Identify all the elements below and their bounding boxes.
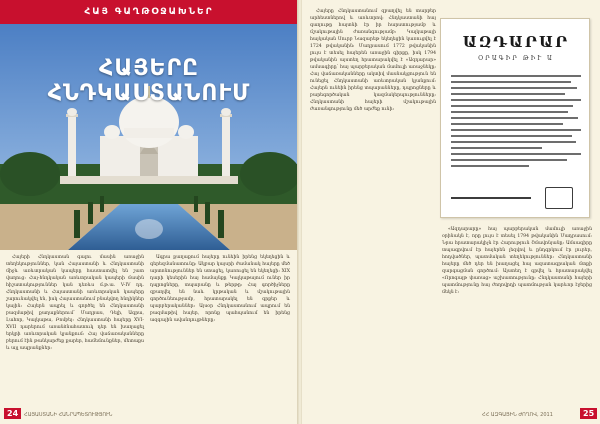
- manuscript-title: ԱԶԴԱՐԱՐ: [462, 33, 570, 51]
- left-col2-text: Ագրա քաղաքում հայերը ունեին իրենց եկեղեցին և գերեզմանատունը։ Ակբար կայսրի ժամանակ հայերը մեծ արտոնություններ են ստացել, կառուցել են եկեղեցի։ XIX դարի կեսերին հայ համայնքը Կալկաթայում ուներ իր դպրոցները, տպարանը և թերթը։ Հայ գործիչները զբաղվել են նաև կրթական և մշակութային գործունեությամբ, հրատարակել են գրքեր և պարբերականներ։ Այսօր Հնդկաստանում ապրում են բազմաթիվ հայեր, որոնք պահպանում են իրենց ազգային ավանդույթները։: [150, 255, 290, 323]
- left-column-1: [6, 254, 144, 414]
- right-col2-text: «Ազդարարը» հայ պարբերական մամուլի առաջին օրինակն է, որը լույս է տեսել 1794 թվականին Մադրասում։ Նրա հրատարակիչն էր Հարություն Շմավոնյանը։ Ամսագիրը տպագրվում էր հայերեն լեզվով և ընդգրկում էր լուրեր, հոդվածներ, պատմական տեղեկություններ։ Հնդկաստանի հայերը մեծ դեր են խաղացել հայ ազատագրական մտքի զարգացման գործում։ Այստեղ է գրվել և հրատարակվել «Որոգայթ փառաց» աշխատությունը։ Հնդկաստանի հայերի պատմությունը հայ ժողովրդի պատմության կարևոր էջերից մեկն է։: [442, 227, 592, 295]
- manuscript-stamp: [545, 187, 573, 209]
- right-column-1: [310, 8, 436, 408]
- page-number-left: 24: [4, 408, 21, 419]
- taj-mahal-photo: [0, 24, 298, 250]
- right-col1-text: Հայերը Հնդկաստանում զբաղվել են տարբեր արհեստներով և առևտրով։ Հնդկաստանի հայ գաղութը հայտնի էր իր հարստությամբ և մշակութային ժառանգությամբ։ Կալկաթայի հայկական Սուրբ Նազարեթ եկեղեցին կառուցվել է 1724 թվականին։ Մադրասում 1772 թվականին լույս է տեսել հայերեն առաջին գիրքը, իսկ 1794 թվականին այստեղ հրատարակվել է «Ազդարար» ամսագիրը՝ հայ պարբերական մամուլի առաջնեկը։ Հայ վաճառականները ակտիվ մասնակցություն են ունեցել Հնդկաստանի առևտրական կյանքում։ Հայերն ունեին իրենց տպարանները, դպրոցները և բարեգործական կազմակերպությունները։ Հնդկաստանի հայերի մշակութային ժառանգությունը մեծ արժեք ունի։: [310, 9, 436, 112]
- left-footer: ՀԱՅԱՍՏԱՆԻ ՀԱՆՐԱՊԵՏՈՒԹՅՈՒՆ: [24, 412, 113, 418]
- right-column-2: [442, 226, 592, 406]
- right-footer: ՀՀ ԱԶԳԱՅԻՆ ԺՈՂՈՎ, 2011: [482, 412, 553, 418]
- article-title: ՀԱՅԵՐԸ ՀՆԴԿԱՍՏԱՆՈՒՄ: [47, 56, 251, 106]
- manuscript-subtitle: ՕՐԱԳԻՐ ԹԻՒ Ա: [478, 55, 554, 62]
- manuscript-text-lines: [451, 75, 581, 171]
- left-page: [0, 0, 298, 424]
- section-banner: ՀԱՅ ԳԱՂԹՕՋԱԽՆԵՐ: [0, 0, 298, 24]
- azdarar-manuscript-image: [440, 18, 590, 218]
- page-number-right: 25: [580, 408, 597, 419]
- left-col1-text: Հայերի Հնդկաստան գալու մասին առաջին տեղեկություններ, կան Հայաստանի և Հնդկաստանի միջև առևտրական կապերը հաստատվել են շատ վաղուց։ Հայ-հնդկական առևտրական կապերի մասին հիշատակություններ կան դեռևս մ.թ.ա. V-IV դդ. Հնդկաստանի և Հայաստանի առևտրական կապերը շարունակվել են, իսկ Հայաստանում բնակվող հնդիկներ կային։ Հայերն ապրել և գործել են Հնդկաստանի բազմաթիվ քաղաքներում՝ Մադրաս, Դելի, Ագրա, Լահոր, Կալկաթա, Բոմբեյ։ Հնդկաստանի հայերը XVI-XVII դարերում առանձնահատուկ դեր են խաղացել երկրի առևտրական կյանքում։ Հայ վաճառականները բերում էին թանկարժեք քարեր, համեմունքներ, մետաքս և այլ ապրանքներ։: [6, 255, 144, 351]
- manuscript-footer-line: [451, 197, 531, 199]
- left-column-2: [150, 254, 290, 414]
